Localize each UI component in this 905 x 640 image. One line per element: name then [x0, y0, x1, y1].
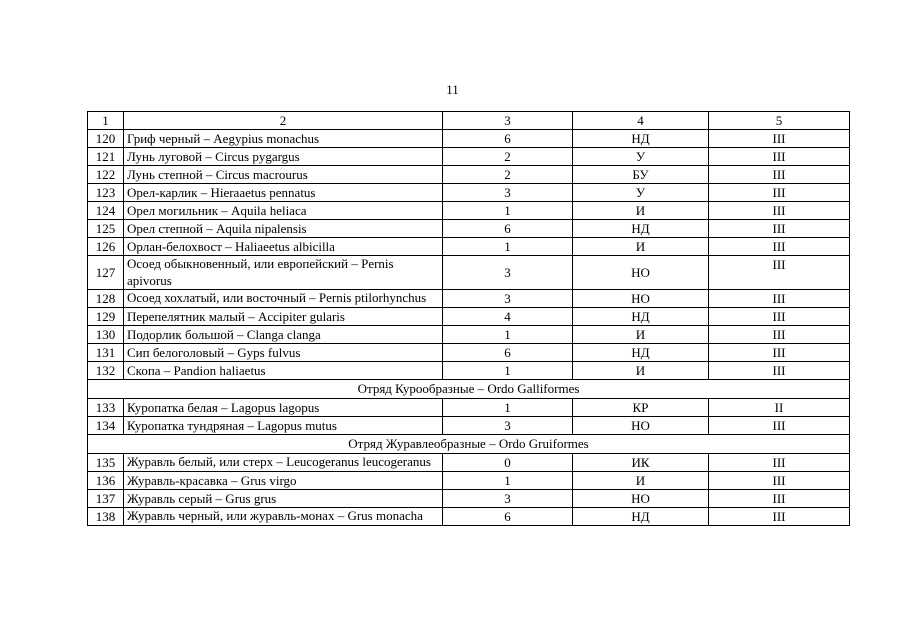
protection-level: III: [709, 490, 850, 508]
status-category: НД: [573, 308, 709, 326]
header-cell-1: 1: [88, 112, 124, 130]
table-row: [88, 472, 850, 490]
protection-level: III: [709, 184, 850, 202]
table-row: [88, 326, 850, 344]
order-heading: Отряд Курообразные – Ordo Galliformes: [88, 380, 850, 399]
header-cell-5: 5: [709, 112, 850, 130]
table-row: [88, 290, 850, 308]
row-number: 137: [88, 490, 124, 508]
species-name: Орел степной – Aquila nipalensis: [124, 220, 443, 238]
row-number: 124: [88, 202, 124, 220]
status-category: НО: [573, 490, 709, 508]
table-row: [88, 238, 850, 256]
order-heading-row: [88, 435, 850, 454]
table-row: [88, 417, 850, 435]
table-body: [88, 112, 850, 526]
column-3-value: 1: [443, 362, 573, 380]
status-category: НД: [573, 130, 709, 148]
table-row: [88, 454, 850, 472]
status-category: КР: [573, 399, 709, 417]
species-name: Подорлик большой – Clanga clanga: [124, 326, 443, 344]
species-name: Осоед обыкновенный, или европейский – Pernis apivorus: [124, 256, 443, 290]
status-category: НД: [573, 508, 709, 526]
species-name: Скопа – Pandion haliaetus: [124, 362, 443, 380]
table-row: [88, 362, 850, 380]
table-row: [88, 399, 850, 417]
column-3-value: 1: [443, 326, 573, 344]
species-name: Осоед хохлатый, или восточный – Pernis ptilorhynchus: [124, 290, 443, 308]
column-3-value: 1: [443, 238, 573, 256]
status-category: НО: [573, 256, 709, 290]
row-number: 138: [88, 508, 124, 526]
row-number: 136: [88, 472, 124, 490]
status-category: У: [573, 184, 709, 202]
column-3-value: 1: [443, 202, 573, 220]
status-category: НО: [573, 417, 709, 435]
protection-level: III: [709, 130, 850, 148]
row-number: 122: [88, 166, 124, 184]
species-name: Лунь луговой – Circus pygargus: [124, 148, 443, 166]
row-number: 130: [88, 326, 124, 344]
protection-level: III: [709, 166, 850, 184]
status-category: И: [573, 202, 709, 220]
species-name: Лунь степной – Circus macrourus: [124, 166, 443, 184]
row-number: 125: [88, 220, 124, 238]
header-cell-4: 4: [573, 112, 709, 130]
status-category: И: [573, 326, 709, 344]
column-3-value: 3: [443, 184, 573, 202]
status-category: И: [573, 238, 709, 256]
row-number: 129: [88, 308, 124, 326]
protection-level: III: [709, 148, 850, 166]
page-number: 11: [446, 82, 459, 97]
protection-level: III: [709, 238, 850, 256]
species-name: Гриф черный – Aegypius monachus: [124, 130, 443, 148]
table-row: [88, 490, 850, 508]
column-3-value: 6: [443, 344, 573, 362]
status-category: НД: [573, 344, 709, 362]
status-category: НО: [573, 290, 709, 308]
header-row: [88, 112, 850, 130]
column-3-value: 2: [443, 166, 573, 184]
row-number: 127: [88, 256, 124, 290]
header-cell-3: 3: [443, 112, 573, 130]
species-name: Сип белоголовый – Gyps fulvus: [124, 344, 443, 362]
order-heading: Отряд Журавлеобразные – Ordo Gruiformes: [88, 435, 850, 454]
protection-level: III: [709, 362, 850, 380]
column-3-value: 3: [443, 256, 573, 290]
protection-level: III: [709, 290, 850, 308]
protection-level: II: [709, 399, 850, 417]
row-number: 132: [88, 362, 124, 380]
protection-level: III: [709, 472, 850, 490]
protection-level: III: [709, 308, 850, 326]
row-number: 126: [88, 238, 124, 256]
protection-level: III: [709, 417, 850, 435]
status-category: И: [573, 472, 709, 490]
status-category: И: [573, 362, 709, 380]
column-3-value: 4: [443, 308, 573, 326]
column-3-value: 1: [443, 399, 573, 417]
row-number: 133: [88, 399, 124, 417]
column-3-value: 3: [443, 490, 573, 508]
table-row: [88, 148, 850, 166]
row-number: 128: [88, 290, 124, 308]
table-row: [88, 202, 850, 220]
protection-level: III: [709, 202, 850, 220]
status-category: ИК: [573, 454, 709, 472]
table-row: [88, 308, 850, 326]
species-name: Куропатка белая – Lagopus lagopus: [124, 399, 443, 417]
column-3-value: 6: [443, 130, 573, 148]
column-3-value: 3: [443, 290, 573, 308]
row-number: 131: [88, 344, 124, 362]
species-name: Журавль-красавка – Grus virgo: [124, 472, 443, 490]
protection-level: III: [709, 326, 850, 344]
row-number: 121: [88, 148, 124, 166]
species-name: Куропатка тундряная – Lagopus mutus: [124, 417, 443, 435]
species-name: Орлан-белохвост – Haliaeetus albicilla: [124, 238, 443, 256]
species-name: Журавль черный, или журавль-монах – Grus monacha: [124, 508, 443, 526]
table-row: [88, 344, 850, 362]
row-number: 134: [88, 417, 124, 435]
status-category: НД: [573, 220, 709, 238]
header-cell-2: 2: [124, 112, 443, 130]
order-heading-row: [88, 380, 850, 399]
protection-level: III: [709, 344, 850, 362]
column-3-value: 3: [443, 417, 573, 435]
protection-level: III: [709, 454, 850, 472]
row-number: 135: [88, 454, 124, 472]
species-name: Журавль белый, или стерх – Leucogeranus leucogeranus: [124, 454, 443, 472]
table-row: [88, 184, 850, 202]
protection-level: III: [709, 256, 850, 290]
protection-level: III: [709, 220, 850, 238]
protection-level: III: [709, 508, 850, 526]
species-name: Орел могильник – Aquila heliaca: [124, 202, 443, 220]
species-name: Орел-карлик – Hieraaetus pennatus: [124, 184, 443, 202]
table-row: [88, 256, 850, 290]
column-3-value: 6: [443, 508, 573, 526]
species-name: Перепелятник малый – Accipiter gularis: [124, 308, 443, 326]
table-row: [88, 166, 850, 184]
table-row: [88, 130, 850, 148]
column-3-value: 2: [443, 148, 573, 166]
table-row: [88, 508, 850, 526]
table-row: [88, 220, 850, 238]
column-3-value: 6: [443, 220, 573, 238]
status-category: БУ: [573, 166, 709, 184]
row-number: 123: [88, 184, 124, 202]
column-3-value: 0: [443, 454, 573, 472]
row-number: 120: [88, 130, 124, 148]
column-3-value: 1: [443, 472, 573, 490]
species-table: [87, 111, 850, 526]
status-category: У: [573, 148, 709, 166]
species-name: Журавль серый – Grus grus: [124, 490, 443, 508]
